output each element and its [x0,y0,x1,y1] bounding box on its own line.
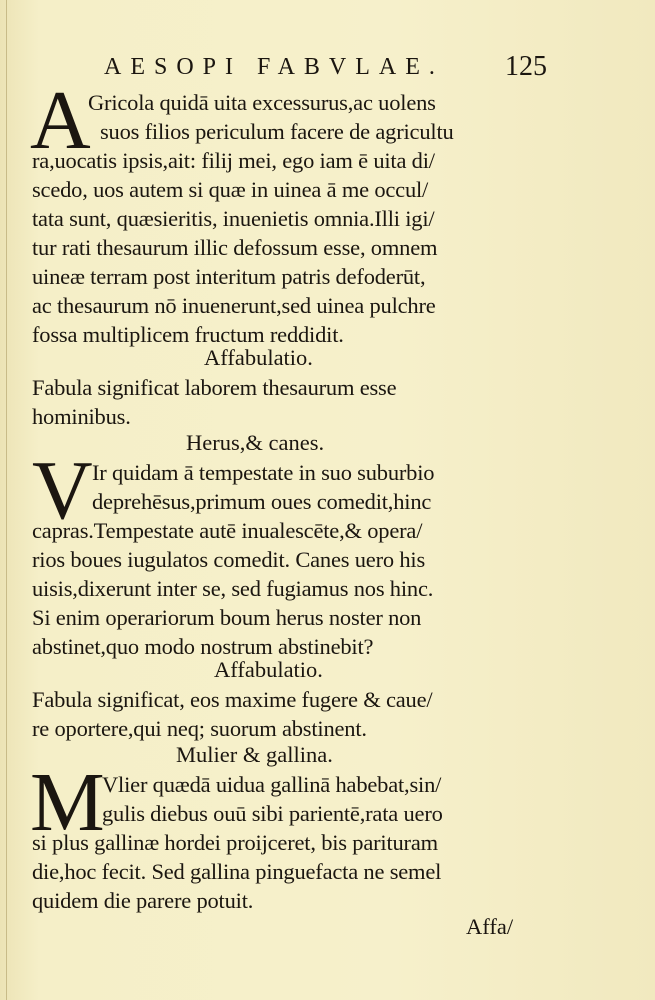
text-line: quidem die parere potuit. [32,888,254,913]
page-number: 125 [505,51,547,82]
text-line: uisis,dixerunt inter se, sed fugiamus nos hinc. [32,576,434,601]
text-line: uineæ terram post interitum patris defoderūt, [32,264,426,289]
text-line: ra,uocatis ipsis,ait: filij mei, ego iam ē uita di/ [32,148,435,173]
text-line: tur rati thesaurum illic defossum esse, omnem [32,235,438,260]
moral-line: Fabula significat laborem thesaurum esse [32,375,397,400]
text-line: gulis diebus ouū sibi parientē,rata uero [102,801,443,826]
text-line: deprehēsus,primum oues comedit,hinc [92,489,432,514]
text-line: capras.Tempestate autē inualescēte,& opera/ [32,518,423,543]
drop-cap: A [30,74,91,167]
text-line: Si enim operariorum boum herus noster non [32,605,422,630]
catchword: Affa/ [466,914,514,939]
text-line: Vlier quædā uidua gallinā habebat,sin/ [102,772,442,797]
text-line: die,hoc fecit. Sed gallina pinguefacta ne semel [32,859,442,884]
drop-cap: V [32,444,93,537]
affabulatio-heading: Affabulatio. [204,345,313,370]
moral-line: Fabula significat, eos maxime fugere & caue/ [32,687,433,712]
text-line: Ir quidam ā tempestate in suo suburbio [92,460,435,485]
running-title: AESOPI FABVLAE. [104,54,444,80]
drop-cap: M [30,756,105,849]
text-line: fossa multiplicem fructum reddidit. [32,322,344,347]
text-line: suos filios periculum facere de agricultu [100,119,454,144]
fable-title: Mulier & gallina. [176,742,333,767]
moral-line: re oportere,qui neq; suorum abstinent. [32,716,367,741]
text-line: si plus gallinæ hordei proijceret, bis parituram [32,830,438,855]
text-line: abstinet,quo modo nostrum abstinebit? [32,634,374,659]
text-line: tata sunt, quæsieritis, inuenietis omnia.Illi igi/ [32,206,435,231]
affabulatio-heading: Affabulatio. [214,657,323,682]
moral-line: hominibus. [32,404,131,429]
gutter-edge [6,0,7,1000]
page-header [0,50,655,84]
fable-title: Herus,& canes. [186,430,325,455]
text-line: ac thesaurum nō inuenerunt,sed uinea pulchre [32,293,436,318]
text-line: rios boues iugulatos comedit. Canes uero his [32,547,426,572]
text-line: Gricola quidā uita excessurus,ac uolens [88,90,436,115]
text-line: scedo, uos autem si quæ in uinea ā me occul/ [32,177,429,202]
